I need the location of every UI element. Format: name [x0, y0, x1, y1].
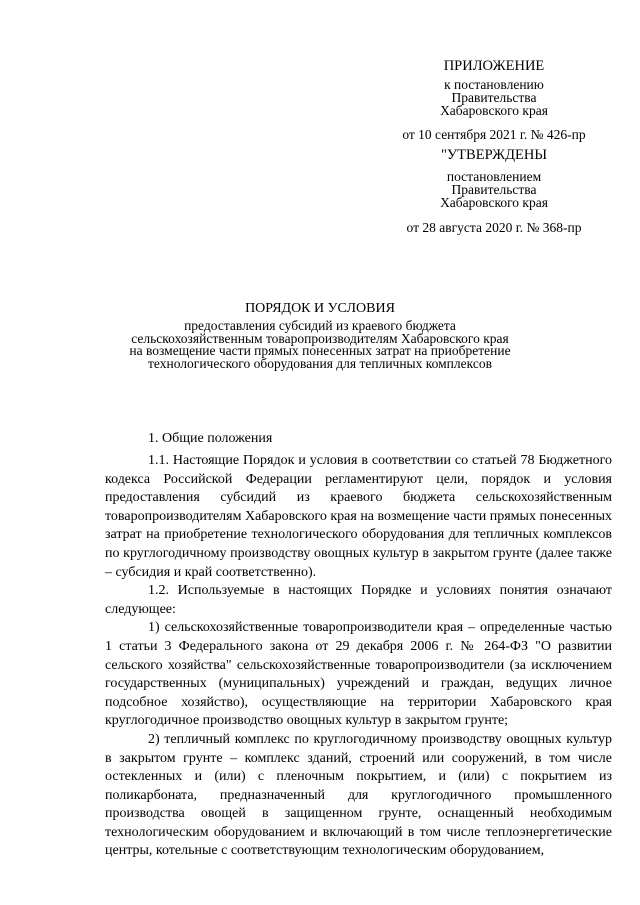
- document-body: [105, 452, 612, 861]
- subtitle-line: сельскохозяйственным товаропроизводителям Хабаровского края: [131, 330, 509, 346]
- paragraph-1-2: 1.2. Используемые в настоящих Порядке и условиях понятия означают следующее:: [105, 583, 612, 617]
- paragraph-1-1: 1.1. Настоящие Порядок и условия в соответствии со статьей 78 Бюджетного кодекса Российской Федерации регламентируют цели, порядок и условия предоставления субсидий из краевого бюджета сельскохозяйственным товаропроизводителям Хабаровского края на возмещение части прямых понесенных затрат на приобретение технологического оборудования для тепличных комплексов по круглогодичному производству овощных культур в закрытом грунте (далее также – субсидия и край соответственно).: [105, 453, 612, 580]
- appendix-region: Хабаровского края: [440, 103, 548, 118]
- document-title: ПОРЯДОК И УСЛОВИЯ: [245, 301, 395, 316]
- appendix-block: [380, 60, 608, 141]
- document-subtitle: [0, 320, 640, 370]
- subtitle-line: предоставления субсидий из краевого бюджета: [184, 318, 456, 333]
- approved-region: Хабаровского края: [440, 195, 548, 210]
- appendix-title: ПРИЛОЖЕНИЕ: [443, 58, 545, 74]
- appendix-date-number: от 10 сентября 2021 г. № 426-пр: [402, 127, 586, 142]
- paragraph-item-2: 2) тепличный комплекс по круглогодичному производству овощных культур в закрытом грунте – комплекс зданий, строений или сооружений, в том числе остекленных и (или) с пленочным покрытием, и (или) с покрытием из поликарбоната, предназначенный для круглогодичного промышленного производства овощей в защищенном грунте, оснащенный необходимым технологическим оборудованием и включающий в том числе теплоэнергетические центры, котельные с соответствующим технологическим оборудованием,: [105, 731, 612, 859]
- subtitle-line: технологического оборудования для тепличных комплексов: [148, 355, 492, 371]
- approved-government: Правительства: [451, 182, 537, 197]
- appendix-to-resolution: к постановлению: [444, 77, 544, 92]
- appendix-government: Правительства: [451, 90, 537, 105]
- approved-block: [380, 149, 608, 234]
- approved-by-resolution: постановлением: [446, 169, 542, 184]
- subtitle-line: на возмещение части прямых понесенных затрат на приобретение: [129, 343, 511, 358]
- approved-title: "УТВЕРЖДЕНЫ: [441, 147, 547, 163]
- approved-date-number: от 28 августа 2020 г. № 368-пр: [406, 220, 582, 235]
- section-heading: 1. Общие положения: [148, 431, 273, 446]
- paragraph-item-1: 1) сельскохозяйственные товаропроизводители края – определенные частью 1 статьи 3 Федерального закона от 29 декабря 2006 г. № 264-ФЗ "О развитии сельского хозяйства" сельскохозяйственные товаропроизводители (за исключением государственных (муниципальных) учреждений и граждан, ведущих личное подсобное хозяйство), осуществляющие на территории Хабаровского края круглогодичное производство овощных культур в закрытом грунте;: [105, 620, 612, 729]
